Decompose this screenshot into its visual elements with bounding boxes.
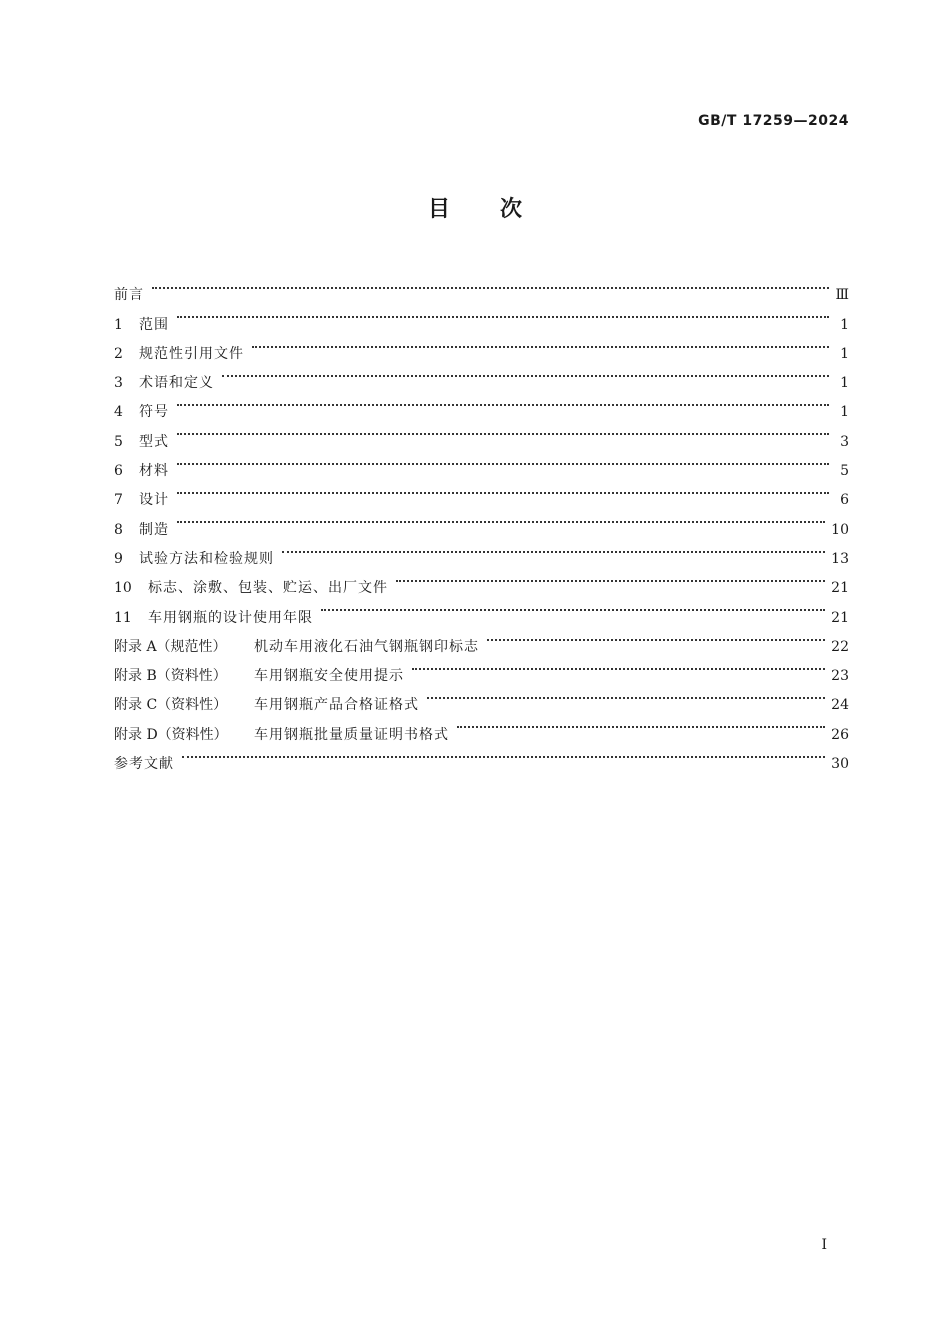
toc-entry-page: 13 bbox=[831, 550, 849, 567]
dot-leader bbox=[182, 739, 825, 768]
toc-entry-number: 6 bbox=[114, 463, 123, 480]
toc-entry-page: 1 bbox=[840, 375, 849, 392]
toc-appendix-label: 附录 A（规范性） bbox=[114, 638, 227, 655]
toc-entry-page: 30 bbox=[831, 756, 849, 773]
toc-entry-number: 3 bbox=[114, 375, 123, 392]
dot-leader bbox=[412, 651, 825, 680]
toc-entry-page: 21 bbox=[831, 609, 849, 626]
toc-entry-page: 24 bbox=[831, 697, 849, 714]
toc-entry-7[interactable] bbox=[114, 475, 849, 509]
toc-entry-text: 设计 bbox=[139, 492, 169, 509]
table-of-contents bbox=[114, 270, 849, 773]
toc-entry-9[interactable] bbox=[114, 534, 849, 567]
dot-leader bbox=[252, 329, 829, 358]
dot-leader bbox=[177, 387, 829, 416]
toc-entry-page: 1 bbox=[840, 345, 849, 362]
toc-entry-number: 11 bbox=[114, 609, 132, 626]
toc-entry-page: 22 bbox=[831, 638, 849, 655]
dot-leader bbox=[457, 709, 825, 738]
dot-leader bbox=[177, 475, 829, 504]
toc-entry-text: 试验方法和检验规则 bbox=[139, 550, 274, 567]
toc-entry-text: 术语和定义 bbox=[139, 375, 214, 392]
dot-leader bbox=[321, 592, 825, 621]
toc-entry-bibliography[interactable] bbox=[114, 739, 849, 773]
dot-leader bbox=[427, 680, 825, 709]
toc-entry-4[interactable] bbox=[114, 387, 849, 421]
toc-entry-page: 3 bbox=[840, 433, 849, 450]
toc-entry-number: 10 bbox=[114, 580, 132, 597]
toc-entry-text: 前言 bbox=[114, 287, 144, 304]
toc-entry-text: 制造 bbox=[139, 521, 169, 538]
toc-entry-text: 机动车用液化石油气钢瓶钢印标志 bbox=[254, 638, 479, 655]
toc-entry-number: 5 bbox=[114, 433, 123, 450]
toc-entry-text: 参考文献 bbox=[114, 756, 174, 773]
dot-leader bbox=[177, 416, 829, 445]
toc-entry-page: 26 bbox=[831, 726, 849, 743]
toc-entry-text: 车用钢瓶批量质量证明书格式 bbox=[254, 726, 449, 743]
dot-leader bbox=[222, 358, 829, 387]
toc-entry-number: 1 bbox=[114, 316, 123, 333]
toc-entry-page: Ⅲ bbox=[835, 287, 849, 304]
toc-entry-page: 5 bbox=[840, 463, 849, 480]
dot-leader bbox=[177, 446, 829, 475]
toc-entry-6[interactable] bbox=[114, 446, 849, 480]
toc-entry-text: 车用钢瓶产品合格证格式 bbox=[254, 697, 419, 714]
toc-entry-page: 1 bbox=[840, 404, 849, 421]
toc-entry-number: 4 bbox=[114, 404, 123, 421]
page-title: 目次 bbox=[427, 197, 572, 222]
toc-entry-number: 7 bbox=[114, 492, 123, 509]
dot-leader bbox=[177, 504, 825, 533]
toc-entry-number: 2 bbox=[114, 345, 123, 362]
toc-entry-number: 9 bbox=[114, 550, 123, 567]
toc-entry-foreword[interactable] bbox=[114, 270, 849, 304]
toc-entry-page: 1 bbox=[840, 316, 849, 333]
toc-entry-text: 标志、涂敷、包装、贮运、出厂文件 bbox=[148, 580, 388, 597]
toc-entry-number: 8 bbox=[114, 521, 123, 538]
toc-appendix-label: 附录 B（资料性） bbox=[114, 668, 227, 685]
dot-leader bbox=[487, 622, 825, 651]
toc-entry-page: 21 bbox=[831, 580, 849, 597]
dot-leader bbox=[177, 299, 829, 328]
dot-leader bbox=[152, 270, 829, 299]
dot-leader bbox=[396, 563, 825, 592]
toc-entry-text: 规范性引用文件 bbox=[139, 345, 244, 362]
standard-code: GB/T 17259—2024 bbox=[698, 113, 849, 129]
toc-entry-text: 材料 bbox=[139, 463, 169, 480]
toc-entry-3[interactable] bbox=[114, 358, 849, 392]
dot-leader bbox=[282, 534, 825, 563]
toc-entry-text: 范围 bbox=[139, 316, 169, 333]
toc-entry-text: 符号 bbox=[139, 404, 169, 421]
toc-entry-text: 车用钢瓶安全使用提示 bbox=[254, 668, 404, 685]
toc-entry-text: 车用钢瓶的设计使用年限 bbox=[148, 609, 313, 626]
page-number: I bbox=[821, 1237, 827, 1253]
toc-entry-text: 型式 bbox=[139, 433, 169, 450]
toc-appendix-label: 附录 C（资料性） bbox=[114, 697, 228, 714]
toc-entry-8[interactable] bbox=[114, 504, 849, 538]
toc-entry-1[interactable] bbox=[114, 299, 849, 333]
toc-entry-page: 6 bbox=[840, 492, 849, 509]
toc-entry-page: 10 bbox=[831, 521, 849, 538]
toc-entry-5[interactable] bbox=[114, 416, 849, 450]
toc-entry-2[interactable] bbox=[114, 329, 849, 362]
toc-appendix-label: 附录 D（资料性） bbox=[114, 726, 228, 743]
toc-entry-page: 23 bbox=[831, 668, 849, 685]
